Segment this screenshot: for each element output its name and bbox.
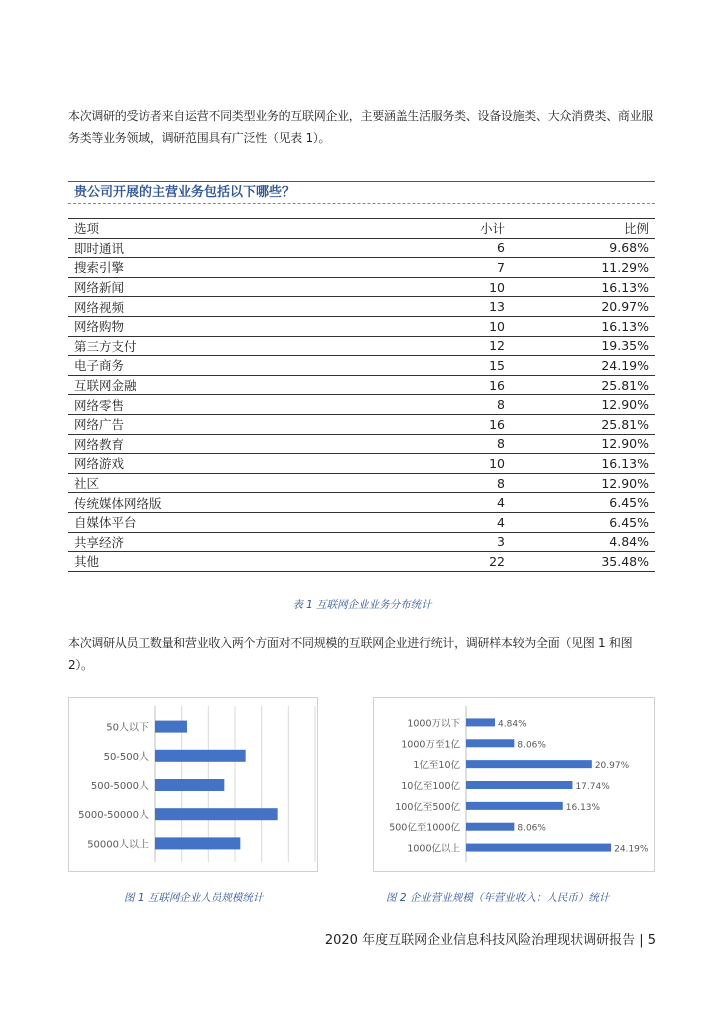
table-caption: 表 1 互联网企业业务分布统计 — [292, 599, 432, 611]
row-count: 10 — [415, 316, 515, 336]
tick-label: 5000-50000人 — [78, 810, 149, 822]
row-option: 其他 — [68, 552, 415, 572]
row-count: 13 — [415, 297, 515, 317]
header-count: 小计 — [415, 219, 515, 239]
row-ratio: 9.68% — [515, 238, 655, 258]
business-distribution-table — [68, 218, 655, 572]
bar — [466, 823, 514, 831]
row-option: 电子商务 — [68, 356, 415, 376]
data-label: 16.13% — [565, 802, 601, 813]
page-footer: 2020 年度互联网企业信息科技风险治理现状调研报告 | 5 — [324, 933, 656, 948]
row-count: 6 — [415, 238, 515, 258]
data-label: 17.74% — [575, 782, 610, 792]
data-label: 8.06% — [517, 823, 546, 834]
row-ratio: 12.90% — [515, 395, 655, 415]
row-option: 网络购物 — [68, 316, 415, 336]
row-count: 16 — [415, 414, 515, 434]
intro-paragraph-2: 本次调研从员工数量和营业收入两个方面对不同规模的互联网企业进行统计，调研样本较为全面（见图 1 和图 2）。 — [68, 636, 633, 672]
row-ratio: 24.19% — [515, 356, 655, 376]
row-option: 互联网金融 — [68, 375, 415, 395]
revenue-scale-chart-svg — [374, 698, 654, 871]
data-label: 20.97% — [594, 761, 630, 772]
staff-scale-chart — [68, 697, 318, 872]
table-row — [68, 473, 655, 493]
table-row — [68, 238, 655, 258]
table-row — [68, 316, 655, 336]
row-option: 网络教育 — [68, 434, 415, 454]
header-ratio: 比例 — [515, 219, 655, 239]
tick-label: 50人以下 — [106, 722, 149, 734]
revenue-scale-chart — [373, 697, 655, 872]
tick-label: 10亿至100亿 — [401, 781, 460, 792]
question-header — [68, 181, 655, 204]
row-option: 即时通讯 — [68, 238, 415, 258]
row-count: 16 — [415, 375, 515, 395]
row-count: 7 — [415, 258, 515, 278]
table-row — [68, 434, 655, 454]
bar — [155, 779, 224, 791]
row-option: 网络视频 — [68, 297, 415, 317]
row-ratio: 11.29% — [515, 258, 655, 278]
bar — [466, 781, 572, 789]
row-ratio: 25.81% — [515, 375, 655, 395]
tick-label: 500-5000人 — [90, 781, 149, 792]
question-title: 贵公司开展的主营业务包括以下哪些？ — [68, 182, 655, 204]
row-option: 传统媒体网络版 — [68, 493, 415, 513]
table-row — [68, 395, 655, 415]
row-count: 8 — [415, 434, 515, 454]
table-row — [68, 297, 655, 317]
table-row — [68, 336, 655, 356]
bar — [155, 721, 187, 733]
table-header-row — [68, 219, 655, 239]
row-count: 3 — [415, 532, 515, 552]
row-ratio: 12.90% — [515, 473, 655, 493]
row-option: 共享经济 — [68, 532, 415, 552]
row-option: 自媒体平台 — [68, 512, 415, 532]
row-count: 8 — [415, 473, 515, 493]
row-option: 第三方支付 — [68, 336, 415, 356]
figure1-caption: 图 1 互联网企业人员规模统计 — [124, 892, 264, 904]
row-count: 10 — [415, 454, 515, 474]
row-count: 4 — [415, 493, 515, 513]
tick-label: 50-500人 — [103, 751, 149, 763]
row-ratio: 4.84% — [515, 532, 655, 552]
row-option: 社区 — [68, 473, 415, 493]
tick-label: 1000万至1亿 — [401, 739, 460, 751]
tick-label: 500亿至1000亿 — [389, 822, 460, 834]
table-row — [68, 552, 655, 572]
tick-label: 1000万以下 — [407, 718, 460, 730]
table-row — [68, 493, 655, 513]
row-ratio: 6.45% — [515, 512, 655, 532]
data-label: 24.19% — [614, 844, 649, 855]
intro-paragraph: 本次调研的受访者来自运营不同类型业务的互联网企业，主要涵盖生活服务类、设备设施类、大众消费类、商业服务类等业务领域，调研范围具有广泛性（见表 1）。 — [68, 109, 654, 145]
row-option: 网络游戏 — [68, 454, 415, 474]
table-row — [68, 454, 655, 474]
row-ratio: 19.35% — [515, 336, 655, 356]
table-row — [68, 258, 655, 278]
table-row — [68, 375, 655, 395]
bar — [466, 718, 495, 726]
figure2-caption: 图 2 企业营业规模（年营业收入：人民币）统计 — [386, 892, 610, 904]
bar — [466, 760, 592, 768]
data-label: 8.06% — [517, 740, 546, 751]
row-ratio: 20.97% — [515, 297, 655, 317]
bar — [155, 837, 240, 849]
table-row — [68, 277, 655, 297]
row-ratio: 12.90% — [515, 434, 655, 454]
table-row — [68, 532, 655, 552]
staff-scale-chart-svg — [69, 698, 317, 871]
row-option: 网络零售 — [68, 395, 415, 415]
bar — [155, 750, 246, 762]
row-count: 12 — [415, 336, 515, 356]
row-option: 网络新闻 — [68, 277, 415, 297]
tick-label: 1000亿以上 — [407, 843, 460, 855]
row-ratio: 25.81% — [515, 414, 655, 434]
table-row — [68, 356, 655, 376]
bar — [466, 802, 563, 810]
tick-label: 1亿至10亿 — [413, 760, 460, 772]
table-row — [68, 512, 655, 532]
table-row — [68, 414, 655, 434]
row-count: 8 — [415, 395, 515, 415]
data-label: 4.84% — [498, 719, 527, 730]
bar — [155, 808, 278, 820]
row-option: 网络广告 — [68, 414, 415, 434]
row-count: 22 — [415, 552, 515, 572]
row-ratio: 6.45% — [515, 493, 655, 513]
tick-label: 100亿至500亿 — [395, 801, 460, 813]
row-count: 10 — [415, 277, 515, 297]
bar — [466, 844, 611, 852]
row-option: 搜索引擎 — [68, 258, 415, 278]
header-option: 选项 — [68, 219, 415, 239]
bar — [466, 739, 514, 747]
row-count: 15 — [415, 356, 515, 376]
row-ratio: 16.13% — [515, 454, 655, 474]
tick-label: 50000人以上 — [87, 839, 149, 851]
row-ratio: 16.13% — [515, 277, 655, 297]
row-ratio: 35.48% — [515, 552, 655, 572]
row-ratio: 16.13% — [515, 316, 655, 336]
row-count: 4 — [415, 512, 515, 532]
